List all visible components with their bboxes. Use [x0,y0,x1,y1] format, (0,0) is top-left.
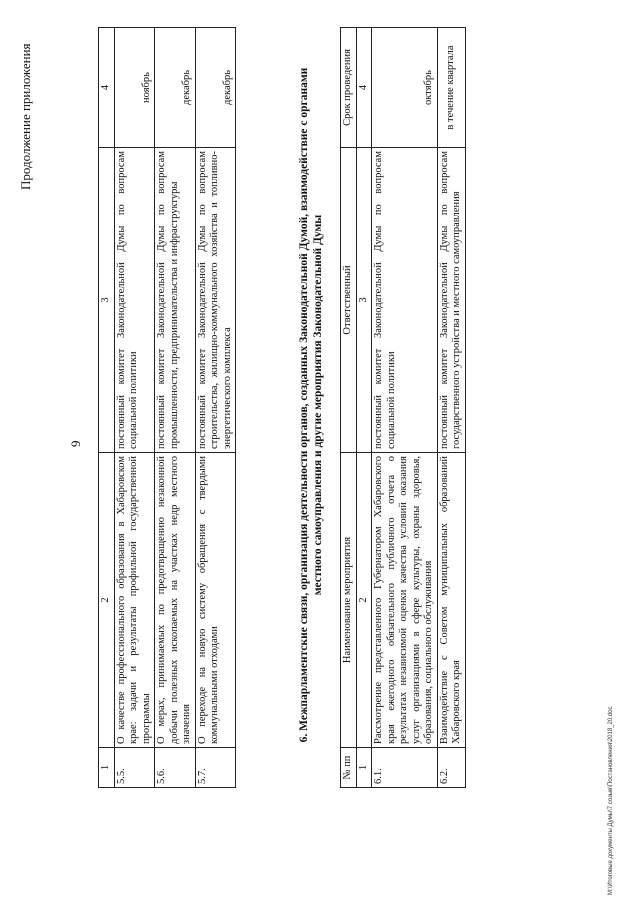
continuation-header: Продолжение приложения [18,43,33,190]
table-row [155,28,196,788]
col-number: 2 [99,453,115,748]
events-table-section6 [340,27,466,788]
event-name: О качестве профессионального образования в Хабаровском крае: задачи и результаты профильной государственной программы [114,453,155,748]
term: октябрь [372,28,438,148]
term: декабрь [195,28,236,148]
col-number: 3 [356,148,372,453]
table-row [114,28,155,788]
table-row [437,28,465,788]
event-name: Взаимодействие с Советом муниципальных образований Хабаровского края [437,453,465,748]
page-number: 9 [68,440,83,447]
header-event: Наименование мероприятия [341,453,357,748]
header-row [341,28,357,788]
term: в течение квартала [437,28,465,148]
row-number: 5.7. [195,748,236,788]
section-title: 6. Межпарламентские связи, организация деятельности органов, созданных Законодательной Думой, взаимодействие с органами местного самоуправления и другие мероприятия Законодательной Думы [298,67,324,743]
responsible: постоянный комитет Законодательной Думы по вопросам промышленности, предпринимательства и инфраструктуры [155,148,196,453]
responsible: постоянный комитет Законодательной Думы по вопросам социальной политики [372,148,438,453]
header-num: № пп [341,748,357,788]
col-number: 2 [356,453,372,748]
responsible: постоянный комитет Законодательной Думы по вопросам социальной политики [114,148,155,453]
row-number: 6.1. [372,748,438,788]
col-number: 4 [356,28,372,148]
responsible: постоянный комитет Законодательной Думы по вопросам строительства, жилищно-коммунального хозяйства и топливно-энергетического комплекса [195,148,236,453]
col-number: 3 [99,148,115,453]
table-row [372,28,438,788]
row-number: 6.2. [437,748,465,788]
events-table-continued [98,27,236,788]
column-number-row [356,28,372,788]
event-name: О мерах, принимаемых по предотвращению незаконной добычи полезных ископаемых на участках недр местного значения [155,453,196,748]
column-number-row [99,28,115,788]
col-number: 1 [99,748,115,788]
term: декабрь [155,28,196,148]
file-path-footer: M:\Итоговые документы Думы\7 созыв\Постановления\2018_20.doc [608,706,614,895]
responsible: постоянный комитет Законодательной Думы по вопросам государственного устройства и местного самоуправления [437,148,465,453]
event-name: Рассмотрение представленного Губернатором Хабаровского края ежегодного обязательного публичного отчета о результатах независимой оценки качества условий оказания услуг организациями в сфере культуры, охраны здоровья, образования, социального обслуживания [372,453,438,748]
row-number: 5.5. [114,748,155,788]
event-name: О переходе на новую систему обращения с твердыми коммунальными отходами [195,453,236,748]
table-row [195,28,236,788]
row-number: 5.6. [155,748,196,788]
header-term: Срок проведения [341,28,357,148]
header-responsible: Ответственный [341,148,357,453]
col-number: 4 [99,28,115,148]
col-number: 1 [356,748,372,788]
term: ноябрь [114,28,155,148]
